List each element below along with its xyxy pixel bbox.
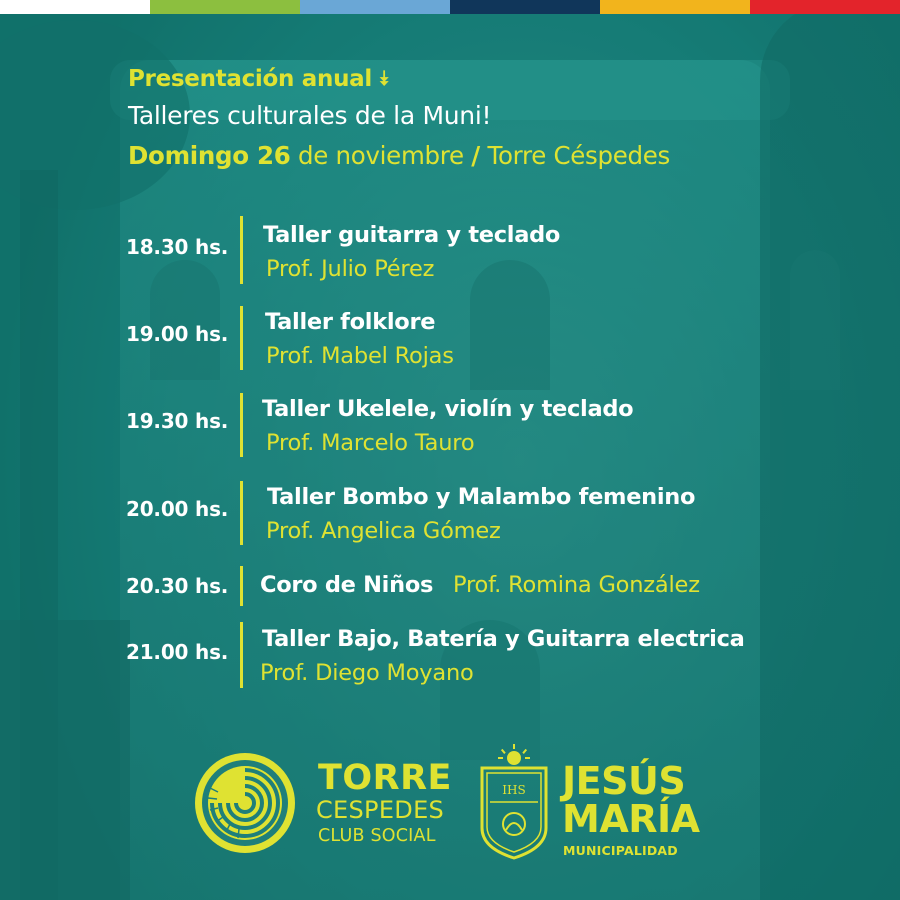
color-bar-segment xyxy=(300,0,450,14)
schedule-title: Taller Ukelele, violín y teclado xyxy=(262,396,634,422)
schedule-title: Coro de Niños xyxy=(260,572,434,598)
schedule-professor: Prof. Julio Pérez xyxy=(266,256,435,282)
jesus-maria-shield-icon xyxy=(478,744,550,860)
color-bar-segment xyxy=(150,0,300,14)
torre-logo-line3: CLUB SOCIAL xyxy=(318,826,436,846)
color-bar-segment xyxy=(600,0,750,14)
torre-cespedes-spiral-logo-icon xyxy=(190,748,300,858)
header-place: Torre Céspedes xyxy=(487,141,671,170)
header-presentation xyxy=(128,66,390,92)
schedule-separator xyxy=(240,393,243,457)
torre-logo-line2: CESPEDES xyxy=(316,796,445,824)
schedule-time: 19.00 hs. xyxy=(126,322,229,346)
header-subtitle: Talleres culturales de la Muni! xyxy=(128,101,492,130)
schedule-separator xyxy=(240,216,243,284)
schedule-time: 20.00 hs. xyxy=(126,497,229,521)
torre-logo-line1: TORRE xyxy=(318,758,452,798)
schedule-separator xyxy=(240,566,243,606)
header-day: Domingo 26 xyxy=(128,141,291,170)
header-slash: / xyxy=(471,141,480,170)
double-chevron-down-icon: ⯯ xyxy=(377,66,390,90)
top-color-bar xyxy=(0,0,900,14)
schedule-title: Taller Bombo y Malambo femenino xyxy=(267,484,696,510)
schedule-professor: Prof. Diego Moyano xyxy=(260,660,474,686)
color-bar-segment xyxy=(450,0,600,14)
schedule-separator xyxy=(240,306,243,370)
schedule-time: 18.30 hs. xyxy=(126,235,229,259)
color-bar-segment xyxy=(0,0,150,14)
schedule-time: 20.30 hs. xyxy=(126,574,229,598)
color-bar-segment xyxy=(750,0,900,14)
schedule-professor: Prof. Marcelo Tauro xyxy=(266,430,475,456)
header-presentation-label: Presentación anual xyxy=(128,66,372,92)
schedule-professor: Prof. Mabel Rojas xyxy=(266,343,454,369)
schedule-title: Taller guitarra y teclado xyxy=(263,222,561,248)
schedule-separator xyxy=(240,622,243,688)
schedule-time: 21.00 hs. xyxy=(126,640,229,664)
schedule-separator xyxy=(240,481,243,545)
jesus-maria-line3: MUNICIPALIDAD xyxy=(563,843,678,858)
schedule-title: Taller Bajo, Batería y Guitarra electrica xyxy=(262,626,745,652)
schedule-professor: Prof. Romina González xyxy=(453,572,700,598)
schedule-title: Taller folklore xyxy=(265,309,436,335)
jesus-maria-line2: MARÍA xyxy=(562,797,700,841)
jesus-maria-line1: JESÚS xyxy=(562,759,686,803)
header-date-place xyxy=(128,141,670,170)
header-month: de noviembre xyxy=(298,141,464,170)
schedule-time: 19.30 hs. xyxy=(126,409,229,433)
schedule-professor: Prof. Angelica Gómez xyxy=(266,518,501,544)
shield-monogram: IHS xyxy=(502,783,526,797)
